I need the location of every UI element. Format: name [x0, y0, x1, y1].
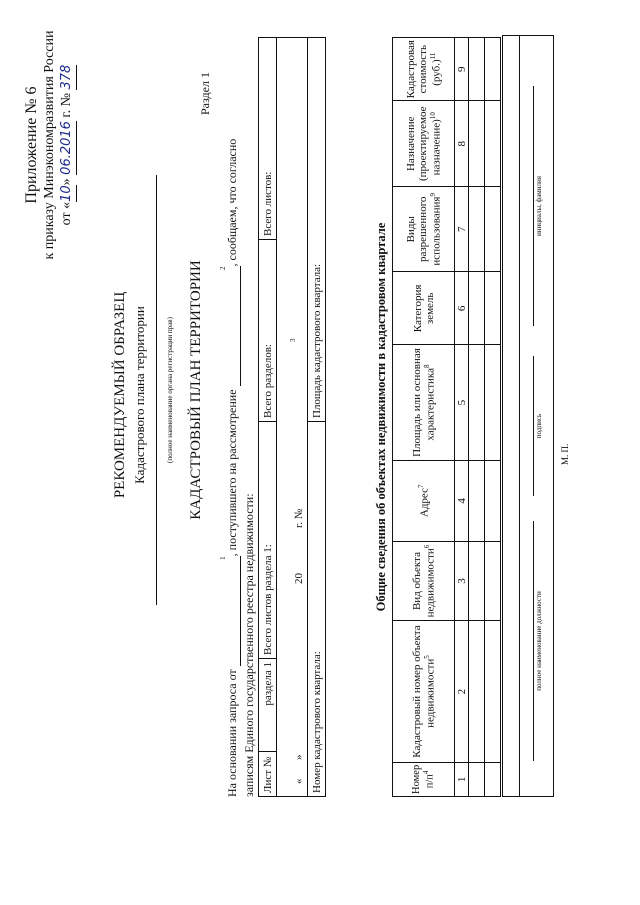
footnote-1: 1: [219, 556, 227, 560]
appendix-title: Приложение № 6: [23, 86, 40, 204]
year-prefix: 20: [293, 573, 305, 584]
col-num-7: 7: [455, 187, 469, 272]
info-table: [258, 37, 326, 797]
col-cadastral-value: Кадастровая стоимость $(руб.)^{11}$: [393, 38, 455, 101]
signature-box: [502, 35, 554, 797]
organ-line: [156, 175, 157, 605]
appendix-block: [22, 25, 77, 265]
info-row-1: [259, 38, 277, 797]
col-num-9: 9: [455, 38, 469, 101]
signature-divider: [519, 36, 520, 796]
col-num-5: 5: [455, 345, 469, 461]
quarter-area-cell: Площадь кадастрового квартала:: [308, 38, 326, 422]
intro-part-b: , поступившего на рассмотрение: [225, 389, 239, 557]
from-prefix: от «: [59, 201, 74, 226]
objects-title: Общие сведения об объектах недвижимости в кадастровом квартале: [374, 222, 388, 612]
signature-caption: подпись: [533, 356, 543, 496]
col-purpose: Назначение (проектируемое назначение)$^{10}$: [393, 101, 455, 187]
quarter-number-cell: Номер кадастрового квартала:: [308, 422, 326, 797]
intro-line-2: записям Единого государственного реестра недвижимости:: [242, 493, 256, 797]
date-number-cell: [277, 38, 308, 797]
col-number: Номер $п/п^4$: [393, 762, 455, 796]
received-date-blank: [219, 266, 241, 386]
col-num-4: 4: [455, 460, 469, 541]
mid-text: »: [59, 174, 74, 186]
document-title: КАДАСТРОВЫЙ ПЛАН ТЕРРИТОРИИ: [188, 260, 204, 520]
col-num-8: 8: [455, 101, 469, 187]
sheet-no-cell: Лист №: [259, 752, 277, 797]
total-sheets-cell: Всего листов:: [259, 38, 277, 240]
col-address: Адрес$^7$: [393, 460, 455, 541]
sample-sub: Кадастрового плана территории: [132, 306, 147, 484]
objects-number-row: [455, 38, 469, 797]
section1-cell: раздела 1: [259, 659, 277, 752]
col-num-1: 1: [455, 762, 469, 796]
handwritten-month-year: 06.2016: [58, 121, 77, 175]
objects-empty-row: [469, 38, 485, 797]
col-num-3: 3: [455, 541, 469, 621]
handwritten-number: 378: [58, 65, 77, 90]
objects-empty-row: [485, 38, 501, 797]
date-number-line: [307, 334, 308, 784]
g-no-label: г. №: [293, 508, 305, 528]
col-num-2: 2: [455, 621, 469, 762]
name-caption: инициалы, фамилия: [533, 86, 543, 326]
no-prefix: г. №: [59, 89, 74, 122]
col-num-6: 6: [455, 272, 469, 345]
intro-line-1: [219, 37, 241, 797]
info-row-2: [277, 38, 308, 797]
col-permitted-use: Виды разрешенного использования$^9$: [393, 187, 455, 272]
total-sheets-section1-cell: Всего листов раздела 1:: [259, 422, 277, 659]
info-row-3: [308, 38, 326, 797]
intro-part-a: На основании запроса от: [225, 669, 239, 797]
col-area: Площадь или основная характеристика$^8$: [393, 345, 455, 461]
date-close-quote: »: [293, 754, 305, 760]
appendix-order: к приказу Минэкономразвития России: [42, 30, 57, 260]
sample-label: РЕКОМЕНДУЕМЫЙ ОБРАЗЕЦ: [112, 291, 128, 499]
organ-caption: (полное наименование органа регистрации прав): [166, 317, 174, 463]
col-land-category: Категория земель: [393, 272, 455, 345]
position-caption: полное наименование должности: [533, 521, 543, 761]
handwritten-day: 10: [58, 185, 77, 202]
date-open-quote: «: [293, 778, 305, 784]
col-object-type: Вид объекта недвижимости$^6$: [393, 541, 455, 621]
total-sections-cell: Всего разделов:: [259, 240, 277, 422]
stamp-label: М. П.: [560, 443, 570, 465]
section-label: Раздел 1: [198, 72, 212, 115]
footnote-2: 2: [219, 266, 227, 270]
request-date-blank: [219, 556, 241, 666]
objects-table: [392, 37, 501, 797]
appendix-date-line: [58, 25, 77, 265]
footnote-3: 3: [289, 338, 297, 342]
col-cadastral-number: Кадастровый номер объекта недвижимости$^5$: [393, 621, 455, 762]
intro-part-c: , сообщаем, что согласно: [225, 138, 239, 267]
objects-header-row: [393, 38, 455, 797]
